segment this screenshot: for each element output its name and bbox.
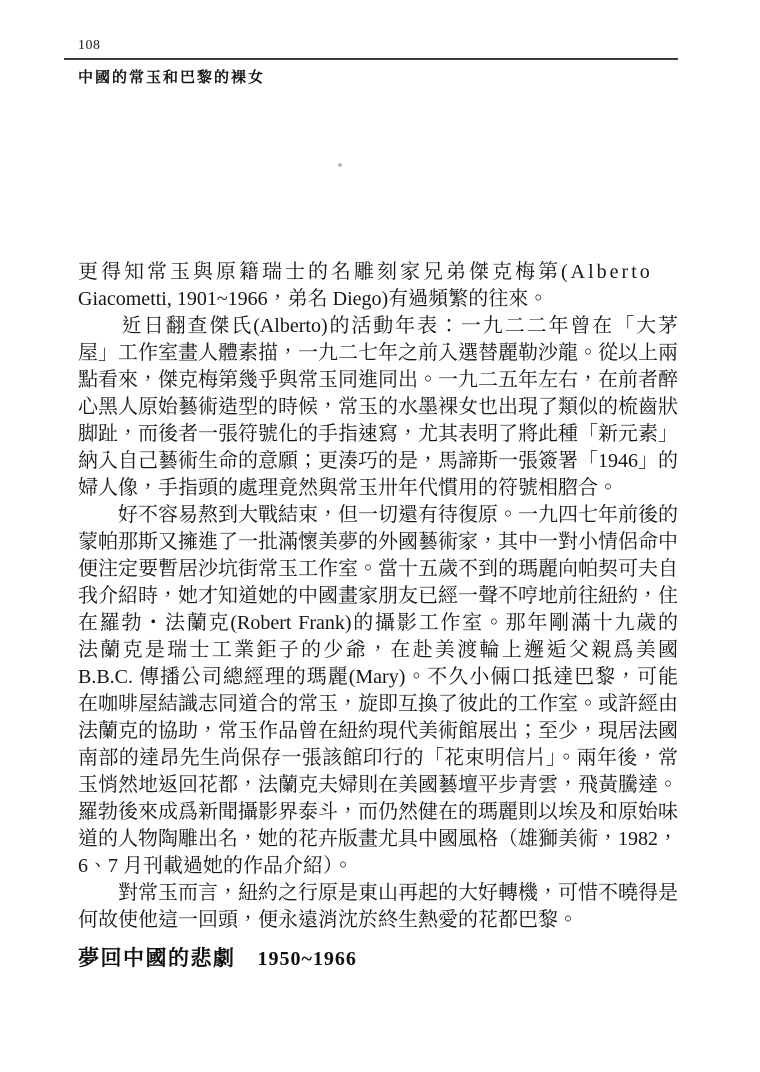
text-line: 點看來，傑克梅第幾乎與常玉同進同出。一九二五年左右，在前者醉 — [78, 369, 678, 391]
running-header: 中國的常玉和巴黎的裸女 — [78, 70, 266, 86]
header-rule — [64, 58, 678, 60]
scan-speck — [338, 163, 342, 167]
section-heading — [78, 942, 357, 972]
text-line: 法蘭克的協助，常玉作品曾在紐約現代美術館展出；至少，現居法國 — [78, 720, 678, 742]
text-line: Giacometti, 1901~1966，弟名 Diego)有過頻繁的往來。 — [78, 288, 549, 310]
text-line: 6、7 月刊載過她的作品介紹）。 — [78, 855, 353, 877]
text-line: 在羅勃・法蘭克(Robert Frank)的攝影工作室。那年剛滿十九歲的 — [78, 612, 678, 634]
text-line: 何故使他這一回頭，便永遠消沈於終生熱愛的花都巴黎。 — [78, 909, 578, 931]
text-line: 納入自己藝術生命的意願；更湊巧的是，馬諦斯一張簽署「1946」的 — [78, 450, 678, 472]
text-line: 便注定要暫居沙坑街常玉工作室。當十五歲不到的瑪麗向帕契可夫自 — [78, 558, 678, 580]
text-line: 羅勃後來成爲新聞攝影界泰斗，而仍然健在的瑪麗則以埃及和原始味 — [78, 801, 678, 823]
text-line: 法蘭克是瑞士工業鉅子的少爺，在赴美渡輪上邂逅父親爲美國 — [78, 639, 678, 661]
text-line: 脚趾，而後者一張符號化的手指速寫，尤其表明了將此種「新元素」 — [78, 423, 678, 445]
text-line: 我介紹時，她才知道她的中國畫家朋友已經一聲不哼地前往紐約，住 — [78, 585, 678, 607]
text-line: B.B.C. 傳播公司總經理的瑪麗(Mary)。不久小倆口抵達巴黎，可能 — [78, 666, 678, 688]
text-line: 更得知常玉與原籍瑞士的名雕刻家兄弟傑克梅第(Alberto — [78, 261, 653, 283]
text-line: 屋」工作室畫人體素描，一九二七年之前入選替麗勒沙龍。從以上兩 — [78, 342, 678, 364]
paragraph — [78, 880, 678, 934]
text-line: 蒙帕那斯又擁進了一批滿懷美夢的外國藝術家，其中一對小情侶命中 — [78, 531, 678, 553]
section-heading-title: 夢回中國的悲劇 — [78, 946, 236, 970]
text-line: 對常玉而言，紐約之行原是東山再起的大好轉機，可惜不曉得是 — [78, 882, 678, 904]
text-line: 玉悄然地返回花都，法蘭克夫婦則在美國藝壇平步青雲，飛黃騰達。 — [78, 774, 678, 796]
text-line: 好不容易熬到大戰結束，但一切還有待復原。一九四七年前後的 — [78, 504, 678, 526]
section-heading-years: 1950~1966 — [257, 948, 357, 970]
text-line: 心黑人原始藝術造型的時候，常玉的水墨裸女也出現了類似的梳齒狀 — [78, 396, 678, 418]
text-line: 在咖啡屋結識志同道合的常玉，旋即互換了彼此的工作室。或許經由 — [78, 693, 678, 715]
text-line: 近日翻查傑氏(Alberto)的活動年表：一九二二年曾在「大茅 — [78, 315, 678, 337]
page-number: 108 — [78, 38, 101, 53]
text-line: 道的人物陶雕出名，她的花卉版畫尤具中國風格（雄獅美術，1982， — [78, 828, 678, 850]
text-line: 南部的達昂先生尚保存一張該館印行的「花束明信片」。兩年後，常 — [78, 747, 678, 769]
body-text — [78, 259, 678, 934]
paragraph — [78, 313, 678, 502]
paragraph — [78, 259, 678, 313]
paragraph — [78, 502, 678, 880]
text-line: 婦人像，手指頭的處理竟然與常玉卅年代慣用的符號相脗合。 — [78, 477, 618, 499]
